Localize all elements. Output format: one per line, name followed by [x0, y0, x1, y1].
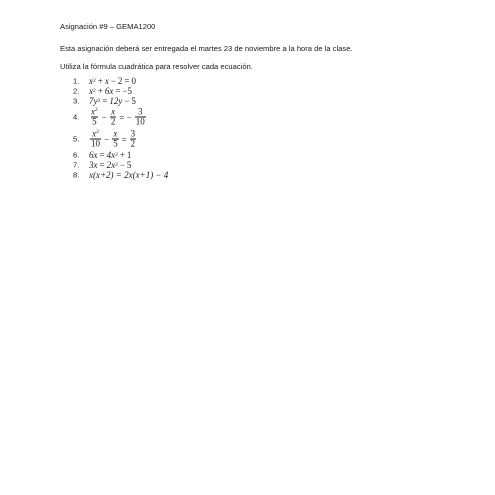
- eq-exponent: 2: [96, 129, 99, 135]
- denominator: 10: [91, 138, 100, 149]
- eq-operator: −: [104, 134, 110, 144]
- numerator: 3: [130, 128, 136, 139]
- numerator: x: [92, 128, 97, 139]
- denominator: 2: [130, 138, 136, 149]
- assignment-title: Asignación #9 – GEMA1200: [60, 22, 156, 31]
- problem-number: 7.: [73, 160, 80, 170]
- numerator: x: [111, 106, 116, 117]
- numerator: x: [113, 128, 118, 139]
- eq-operator: =: [124, 76, 130, 86]
- eq-operator: =: [115, 86, 121, 96]
- fraction: [130, 130, 137, 149]
- eq-operator: +: [119, 150, 125, 160]
- eq-operator: = −: [119, 112, 132, 122]
- fraction: [135, 108, 146, 127]
- problem-number: 6.: [73, 150, 80, 160]
- equation: x(x+2) = 2x(x+1) − 4: [89, 170, 169, 180]
- equation: 7y 2 = 12y − 5: [89, 96, 136, 106]
- eq-term: 7y: [89, 96, 98, 106]
- eq-operator: =: [99, 160, 105, 170]
- denominator: 10: [135, 116, 145, 127]
- denominator: 2: [110, 116, 116, 127]
- eq-operator: +: [97, 86, 103, 96]
- eq-term: 4x: [106, 150, 116, 160]
- eq-term: 3x: [89, 160, 98, 170]
- numerator: x: [91, 106, 95, 117]
- equation: 6x = 4x 2 + 1: [89, 150, 132, 160]
- equation: [89, 130, 137, 149]
- eq-operator: −: [119, 160, 125, 170]
- eq-term: 6x: [104, 86, 114, 96]
- eq-operator: −: [124, 96, 130, 106]
- denominator: 5: [113, 138, 118, 149]
- eq-term: 1: [126, 150, 132, 160]
- fraction: [110, 108, 117, 127]
- numerator: 3: [137, 106, 143, 117]
- method-instruction: Utiliza la fórmula cuadrática para resolver cada ecuación.: [60, 62, 253, 71]
- eq-operator: −: [110, 76, 116, 86]
- problem-number: 1.: [73, 76, 80, 86]
- eq-operator: =: [99, 150, 105, 160]
- problem-number: 2.: [73, 86, 80, 96]
- fraction: [90, 130, 101, 149]
- eq-term: x: [89, 86, 93, 96]
- due-date-instruction: Esta asignación deberá ser entregada el martes 23 de noviembre a la hora de la clase.: [60, 44, 353, 53]
- eq-term: 6x: [89, 150, 98, 160]
- eq-operator: =: [121, 134, 127, 144]
- problem-number: 8.: [73, 170, 80, 180]
- eq-term: 2x: [106, 160, 116, 170]
- eq-operator: −: [101, 112, 107, 122]
- eq-term: 5: [131, 96, 136, 106]
- eq-exponent: 2: [95, 107, 98, 113]
- eq-term: x: [89, 76, 93, 86]
- eq-term: 2: [117, 76, 123, 86]
- denominator: 5: [92, 116, 97, 127]
- eq-term: x: [104, 76, 109, 86]
- equation: [89, 108, 147, 127]
- problem-number: 4.: [73, 112, 80, 122]
- problem-number: 5.: [73, 134, 80, 144]
- fraction: [90, 108, 99, 127]
- eq-term: 12y: [109, 96, 123, 106]
- eq-operator: =: [102, 96, 108, 106]
- problem-number: 3.: [73, 96, 80, 106]
- equation: x 2 + 6x = −5: [89, 86, 132, 96]
- eq-term: −5: [122, 86, 132, 96]
- eq-term: 0: [131, 76, 136, 86]
- eq-operator: +: [97, 76, 103, 86]
- equation: x 2 + x − 2 = 0: [89, 76, 136, 86]
- eq-term: 5: [126, 160, 132, 170]
- equation: 3x = 2x 2 − 5: [89, 160, 132, 170]
- fraction: [112, 130, 119, 149]
